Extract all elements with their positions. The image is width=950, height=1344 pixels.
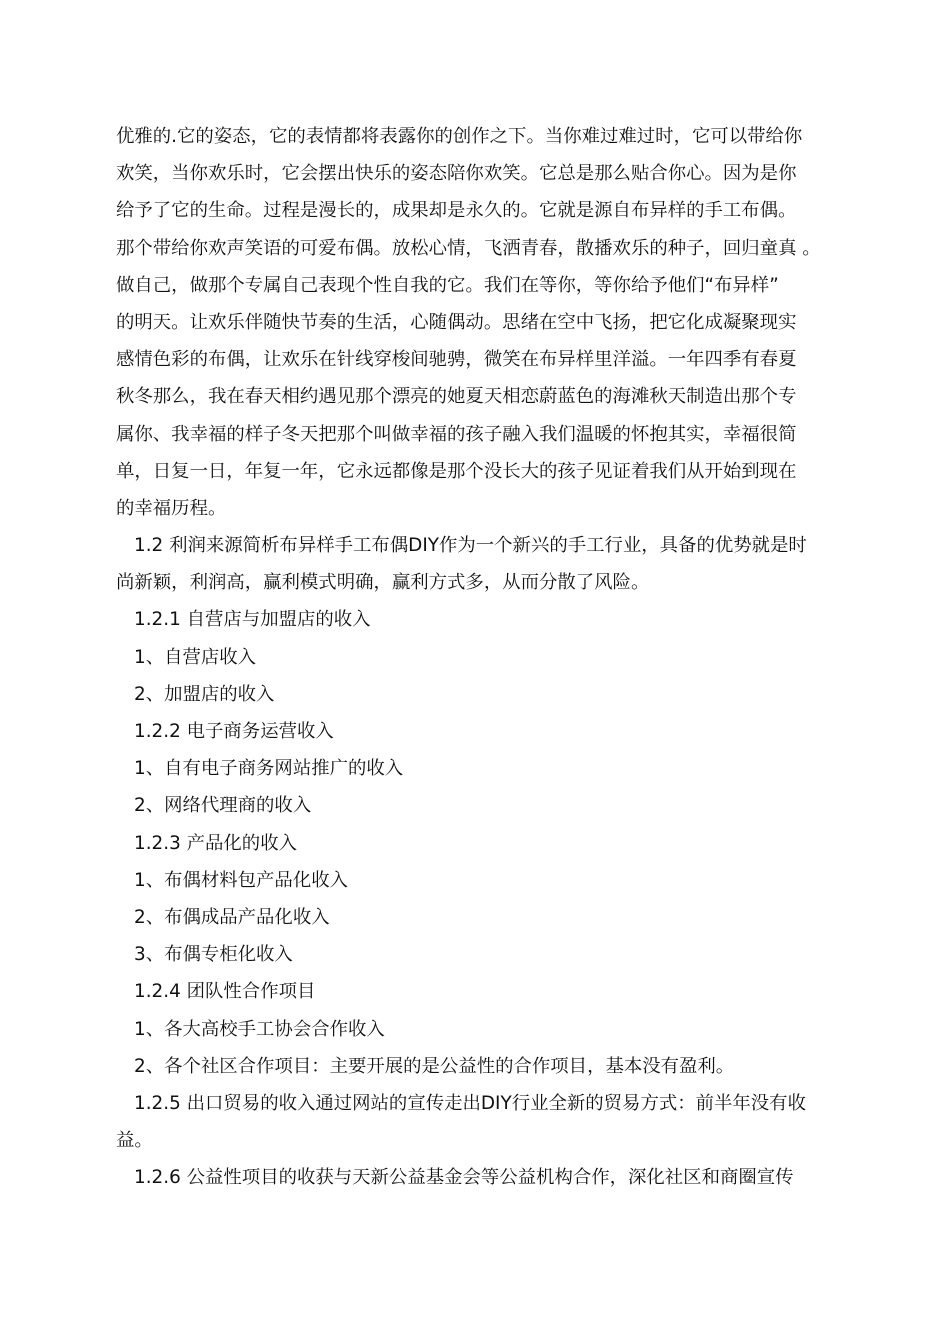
list-item: 1、各大高校手工协会合作收入 bbox=[134, 1018, 385, 1040]
section-1-2-6 bbox=[116, 1159, 840, 1196]
list-item: 3、布偶专柜化收入 bbox=[134, 944, 293, 966]
list-item: 1、自营店收入 bbox=[134, 646, 257, 668]
list-item: 2、网络代理商的收入 bbox=[134, 795, 312, 817]
section-1-2 bbox=[116, 527, 840, 601]
section-1-2-5-line: 益。 bbox=[116, 1130, 153, 1152]
section-heading: 1.2.3 产品化的收入 bbox=[134, 832, 297, 854]
section-1-2-line: 尚新颖，利润高，赢利模式明确，赢利方式多，从而分散了风险。 bbox=[116, 572, 650, 594]
paragraph-line: 优雅的.它的姿态，它的表情都将表露你的创作之下。当你难过难过时，它可以带给你 bbox=[116, 126, 803, 147]
document-body bbox=[116, 118, 840, 1196]
section-1-2-6-line: 1.2.6 公益性项目的收获与天新公益基金会等公益机构合作，深化社区和商圈宣传 bbox=[134, 1167, 794, 1189]
list-item: 1、自有电子商务网站推广的收入 bbox=[134, 758, 404, 780]
paragraph-line: 给予了它的生命。过程是漫长的，成果却是永久的。它就是源自布异样的手工布偶。 bbox=[116, 200, 797, 222]
paragraph-line: 欢笑，当你欢乐时，它会摆出快乐的姿态陪你欢笑。它总是那么贴合你心。因为是你 bbox=[116, 163, 797, 185]
paragraph-line: 属你、我幸福的样子冬天把那个叫做幸福的孩子融入我们温暖的怀抱其实，幸福很简 bbox=[116, 423, 797, 445]
section-heading: 1.2.2 电子商务运营收入 bbox=[134, 721, 334, 742]
paragraph-line: 的幸福历程。 bbox=[116, 497, 227, 519]
section-heading: 1.2.4 团队性合作项目 bbox=[134, 981, 316, 1003]
list-item: 2、布偶成品产品化收入 bbox=[134, 906, 330, 928]
paragraph-line: 感情色彩的布偶，让欢乐在针线穿梭间驰骋，微笑在布异样里洋溢。一年四季有春夏 bbox=[116, 349, 797, 371]
section-1-2-5 bbox=[116, 1085, 840, 1159]
paragraph-line: 做自己，做那个专属自己表现个性自我的它。我们在等你，等你给予他们“布异样” bbox=[116, 274, 779, 296]
section-1-2-1 bbox=[116, 601, 840, 713]
list-item: 2、各个社区合作项目：主要开展的是公益性的合作项目，基本没有盈利。 bbox=[134, 1055, 735, 1077]
paragraph-line: 的明天。让欢乐伴随快节奏的生活，心随偶动。思绪在空中飞扬，把它化成凝聚现实 bbox=[116, 311, 797, 333]
paragraph-line: 那个带给你欢声笑语的可爱布偶。放松心情，飞洒青春，散播欢乐的种子，回归童真 。 bbox=[116, 237, 821, 259]
paragraph-line: 单，日复一日，年复一年，它永远都像是那个没长大的孩子见证着我们从开始到现在 bbox=[116, 460, 797, 482]
intro-paragraph bbox=[116, 118, 840, 527]
section-1-2-2 bbox=[116, 713, 840, 825]
section-1-2-3 bbox=[116, 825, 840, 974]
section-1-2-5-line: 1.2.5 出口贸易的收入通过网站的宣传走出DIY行业全新的贸易方式：前半年没有收 bbox=[134, 1092, 806, 1114]
paragraph-line: 秋冬那么，我在春天相约遇见那个漂亮的她夏天相恋蔚蓝色的海滩秋天制造出那个专 bbox=[116, 386, 797, 408]
list-item: 2、加盟店的收入 bbox=[134, 683, 275, 705]
section-heading: 1.2.1 自营店与加盟店的收入 bbox=[134, 609, 371, 631]
section-1-2-line: 1.2 利润来源简析布异样手工布偶DIY作为一个新兴的手工行业，具备的优势就是时 bbox=[134, 535, 807, 557]
section-1-2-4 bbox=[116, 973, 840, 1085]
list-item: 1、布偶材料包产品化收入 bbox=[134, 869, 348, 891]
